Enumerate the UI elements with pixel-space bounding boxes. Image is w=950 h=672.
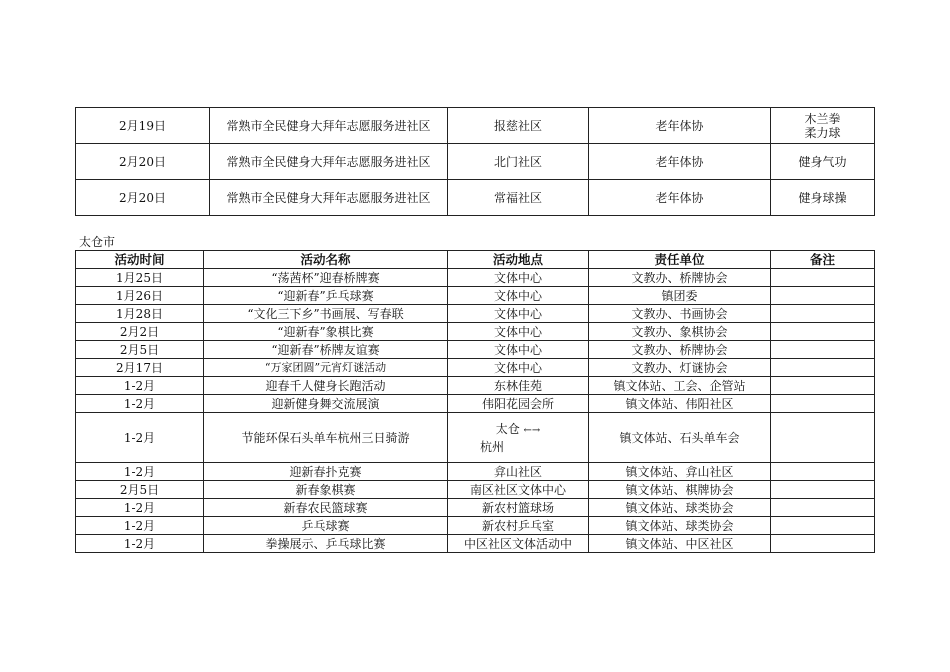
organizer-cell: 文教办、灯谜协会	[589, 359, 771, 377]
organizer-cell: 镇文体站、中区社区	[589, 535, 771, 553]
location-cell: 文体中心	[448, 305, 589, 323]
activity-name-cell: 常熟市全民健身大拜年志愿服务进社区	[210, 180, 448, 216]
route-arrows: ←→	[523, 424, 541, 436]
date-cell: 2月5日	[76, 481, 204, 499]
table-row	[76, 499, 875, 517]
location-cell: 文体中心	[448, 341, 589, 359]
note-cell: 健身气功	[771, 144, 875, 180]
location-cell: 报慈社区	[448, 108, 589, 144]
note-cell	[771, 377, 875, 395]
header-date: 活动时间	[76, 251, 204, 269]
organizer-cell: 镇文体站、球类协会	[589, 499, 771, 517]
table-row	[76, 144, 875, 180]
activity-name-cell: 乒乓球赛	[204, 517, 448, 535]
organizer-cell: 镇文体站、石头单车会	[589, 413, 771, 463]
note-cell	[771, 287, 875, 305]
header-note: 备注	[771, 251, 875, 269]
date-cell: 2月5日	[76, 341, 204, 359]
organizer-cell: 老年体协	[589, 144, 771, 180]
city-label: 太仓市	[79, 235, 116, 249]
organizer-cell: 镇文体站、弇山社区	[589, 463, 771, 481]
activity-name-cell: 常熟市全民健身大拜年志愿服务进社区	[210, 144, 448, 180]
note-cell	[771, 535, 875, 553]
table-row	[76, 395, 875, 413]
route-from: 太仓	[495, 421, 520, 436]
note-cell: 木兰拳 柔力球	[771, 108, 875, 144]
activity-name-cell: “迎新春”象棋比赛	[204, 323, 448, 341]
location-cell: 弇山社区	[448, 463, 589, 481]
table-row	[76, 269, 875, 287]
table-row	[76, 517, 875, 535]
date-cell: 2月17日	[76, 359, 204, 377]
date-cell: 1月28日	[76, 305, 204, 323]
organizer-cell: 文教办、桥牌协会	[589, 269, 771, 287]
activity-name-cell: “文化三下乡”书画展、写春联	[204, 305, 448, 323]
route-line	[448, 421, 588, 439]
date-cell: 1-2月	[76, 395, 204, 413]
location-cell: 文体中心	[448, 269, 589, 287]
table-row	[76, 323, 875, 341]
date-cell: 1月26日	[76, 287, 204, 305]
activity-name-cell: 迎春千人健身长跑活动	[204, 377, 448, 395]
date-cell: 1-2月	[76, 535, 204, 553]
table-row	[76, 481, 875, 499]
table-row	[76, 341, 875, 359]
activity-name-cell: 拳操展示、乒乓球比赛	[204, 535, 448, 553]
organizer-cell: 老年体协	[589, 180, 771, 216]
organizer-cell: 镇文体站、工会、企管站	[589, 377, 771, 395]
date-cell: 2月20日	[76, 180, 210, 216]
location-cell: 新农村篮球场	[448, 499, 589, 517]
location-cell: 文体中心	[448, 287, 589, 305]
activity-name-cell: “荡茜杯”迎春桥牌赛	[204, 269, 448, 287]
note-cell	[771, 481, 875, 499]
location-cell: 北门社区	[448, 144, 589, 180]
header-location: 活动地点	[448, 251, 589, 269]
activity-name-cell: 迎新春扑克赛	[204, 463, 448, 481]
location-cell	[448, 413, 589, 463]
organizer-cell: 文教办、象棋协会	[589, 323, 771, 341]
table-row	[76, 305, 875, 323]
table-row	[76, 535, 875, 553]
changshu-activities-table	[75, 107, 875, 216]
date-cell: 2月20日	[76, 144, 210, 180]
date-cell: 1-2月	[76, 499, 204, 517]
activity-name-cell: 迎新健身舞交流展演	[204, 395, 448, 413]
table-row	[76, 413, 875, 463]
date-cell: 1-2月	[76, 413, 204, 463]
organizer-cell: 镇文体站、棋牌协会	[589, 481, 771, 499]
header-organizer: 责任单位	[589, 251, 771, 269]
route-to: 杭州	[480, 439, 505, 454]
location-cell: 新农村乒乓室	[448, 517, 589, 535]
activity-name-cell: “迎新春”桥牌友谊赛	[204, 341, 448, 359]
date-cell: 1-2月	[76, 463, 204, 481]
activity-name-cell: “迎新春”乒乓球赛	[204, 287, 448, 305]
date-cell: 1-2月	[76, 377, 204, 395]
note-cell	[771, 517, 875, 535]
location-cell: 中区社区文体活动中	[448, 535, 589, 553]
location-cell: 伟阳花园会所	[448, 395, 589, 413]
organizer-cell: 文教办、桥牌协会	[589, 341, 771, 359]
note-cell	[771, 413, 875, 463]
date-cell: 1月25日	[76, 269, 204, 287]
date-cell: 2月19日	[76, 108, 210, 144]
table-header-row	[76, 251, 875, 269]
note-cell	[771, 395, 875, 413]
activity-name-cell: 节能环保石头单车杭州三日骑游	[204, 413, 448, 463]
table-row	[76, 180, 875, 216]
note-cell	[771, 499, 875, 517]
location-cell: 东林佳苑	[448, 377, 589, 395]
organizer-cell: 镇团委	[589, 287, 771, 305]
activity-name-cell: 新春象棋赛	[204, 481, 448, 499]
activity-name-cell: “万家团圆”元宵灯谜活动	[204, 359, 448, 377]
note-cell	[771, 341, 875, 359]
activity-name-cell: 常熟市全民健身大拜年志愿服务进社区	[210, 108, 448, 144]
note-cell	[771, 323, 875, 341]
organizer-cell: 老年体协	[589, 108, 771, 144]
location-cell: 南区社区文体中心	[448, 481, 589, 499]
note-cell	[771, 269, 875, 287]
taicang-activities-table	[75, 250, 875, 553]
table-row	[76, 377, 875, 395]
table-row	[76, 108, 875, 144]
header-activity-name: 活动名称	[204, 251, 448, 269]
location-cell: 文体中心	[448, 359, 589, 377]
note-cell	[771, 305, 875, 323]
organizer-cell: 镇文体站、球类协会	[589, 517, 771, 535]
table-row	[76, 287, 875, 305]
organizer-cell: 文教办、书画协会	[589, 305, 771, 323]
date-cell: 1-2月	[76, 517, 204, 535]
location-cell: 常福社区	[448, 180, 589, 216]
date-cell: 2月2日	[76, 323, 204, 341]
organizer-cell: 镇文体站、伟阳社区	[589, 395, 771, 413]
location-cell: 文体中心	[448, 323, 589, 341]
note-cell: 健身球操	[771, 180, 875, 216]
note-cell	[771, 463, 875, 481]
table-row	[76, 463, 875, 481]
activity-name-cell: 新春农民篮球赛	[204, 499, 448, 517]
table-row	[76, 359, 875, 377]
note-cell	[771, 359, 875, 377]
